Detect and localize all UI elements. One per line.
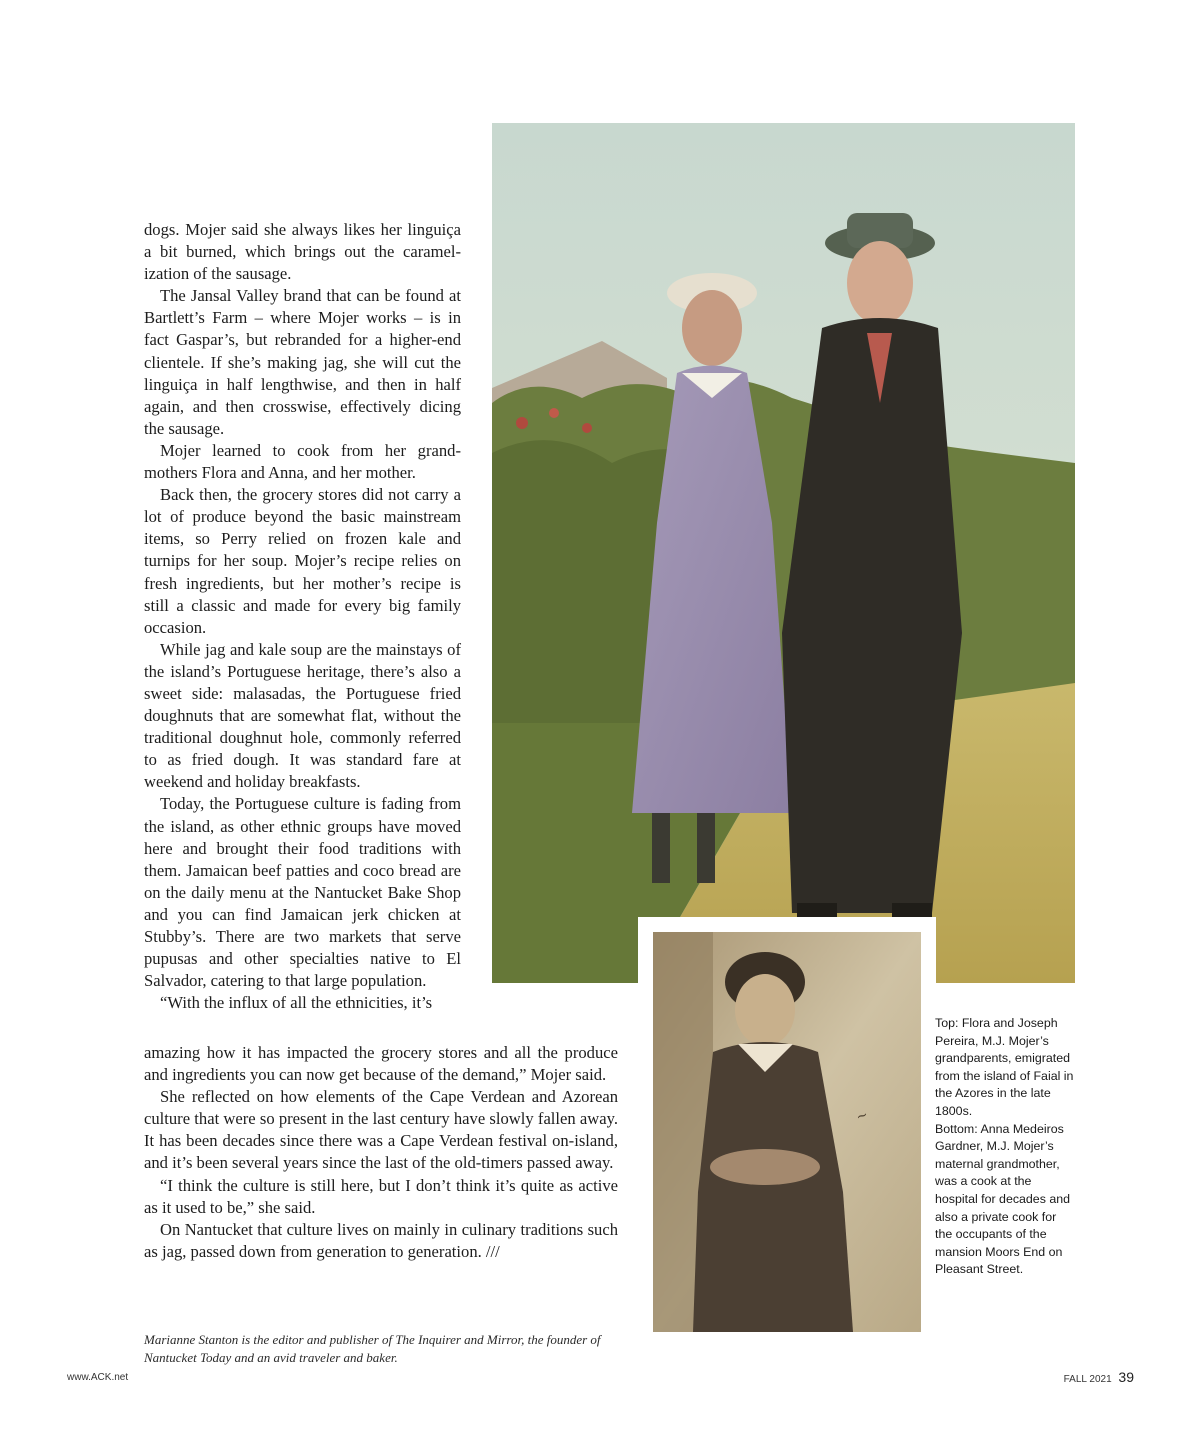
hand-tinted-couple-photo-icon xyxy=(492,123,1075,983)
article-paragraph: “I think the culture is still here, but I don’t think it’s quite as active as it used to be,” she said. xyxy=(144,1175,618,1217)
footer-issue: FALL 2021 xyxy=(1063,1374,1112,1385)
article-paragraph: Back then, the grocery stores did not carry a lot of produce beyond the basic mainstream items, so Perry relied on frozen kale and turnips for her soup. Mojer’s recipe relies on fresh ingredients, but her mother’s recipe is still a classic and made for every big family occasion. xyxy=(144,485,461,637)
article-paragraph: The Jansal Valley brand that can be found at Bartlett’s Farm – where Mojer works – is in fact Gaspar’s, but rebranded for a higher-end clientele. If she’s making jag, she will cut the linguiça in half lengthwise, and then in half again, and then crosswise, effectively dicing the sausage. xyxy=(144,286,461,438)
article-paragraph: On Nantucket that culture lives on mainly in culinary traditions such as jag, passed down from generation to generation. /// xyxy=(144,1219,618,1261)
article-paragraph: Mojer learned to cook from her grandmothers Flora and Anna, and her mother. xyxy=(144,440,461,483)
portrait-photo xyxy=(653,932,921,1332)
footer-issue-info xyxy=(1064,1369,1134,1385)
article-column-wide xyxy=(144,1042,618,1263)
article-column-narrow xyxy=(144,219,461,1014)
page-number: 39 xyxy=(1118,1369,1134,1385)
article-paragraph: She reflected on how elements of the Cape Verdean and Azorean culture that were so present in the last century have slowly fallen away. It has been decades since there was a Cape Verdean festival on-island, and it’s been several years since the last of the old-timers passed away. xyxy=(144,1087,618,1173)
caption-top: Top: Flora and Joseph Pereira, M.J. Mojer’s grandparents, emigrated from the island of Faial in the Azores in the late 1800s. xyxy=(935,1016,1074,1118)
caption-bottom: Bottom: Anna Medeiros Gardner, M.J. Mojer’s maternal grandmother, was a cook at the hospital for decades and also a private cook for the occupants of the mansion Moors End on Pleasant Street. xyxy=(935,1121,1071,1277)
article-paragraph: While jag and kale soup are the mainstays of the island’s Portuguese heritage, there’s also a sweet side: malasadas, the Portuguese fried doughnuts that are somewhat flat, without the traditional doughnut hole, commonly referred to as fried dough. It was standard fare at weekend and holiday breakfasts. xyxy=(144,639,461,792)
footer-website: www.ACK.net xyxy=(67,1372,129,1383)
photo-caption xyxy=(935,1015,1075,1279)
svg-text:~: ~ xyxy=(853,1106,871,1126)
article-paragraph: dogs. Mojer said she always likes her linguiça a bit burned, which brings out the caramelization of the sausage. xyxy=(144,220,461,284)
article-paragraph: Today, the Portuguese culture is fading from the island, as other ethnic groups have moved here and brought their food traditions with them. Jamaican beef patties and coco bread are on the daily menu at the Nantucket Bake Shop and you can find Jamaican jerk chicken at Stubby’s. There are two markets that serve pupusas and other specialties native to El Salvador, catering to that large population. xyxy=(144,794,461,991)
author-bio: Marianne Stanton is the editor and publisher of The Inquirer and Mirror, the founder of Nantucket Today and an avid traveler and baker. xyxy=(144,1332,601,1365)
article-paragraph: “With the influx of all the ethnicities, it’s xyxy=(160,993,433,1013)
couple-photo xyxy=(492,123,1075,983)
article-paragraph: amazing how it has impacted the grocery stores and all the produce and ingredients you can now get because of the demand,” Mojer said. xyxy=(144,1043,618,1085)
sepia-portrait-photo-icon xyxy=(653,932,921,1332)
